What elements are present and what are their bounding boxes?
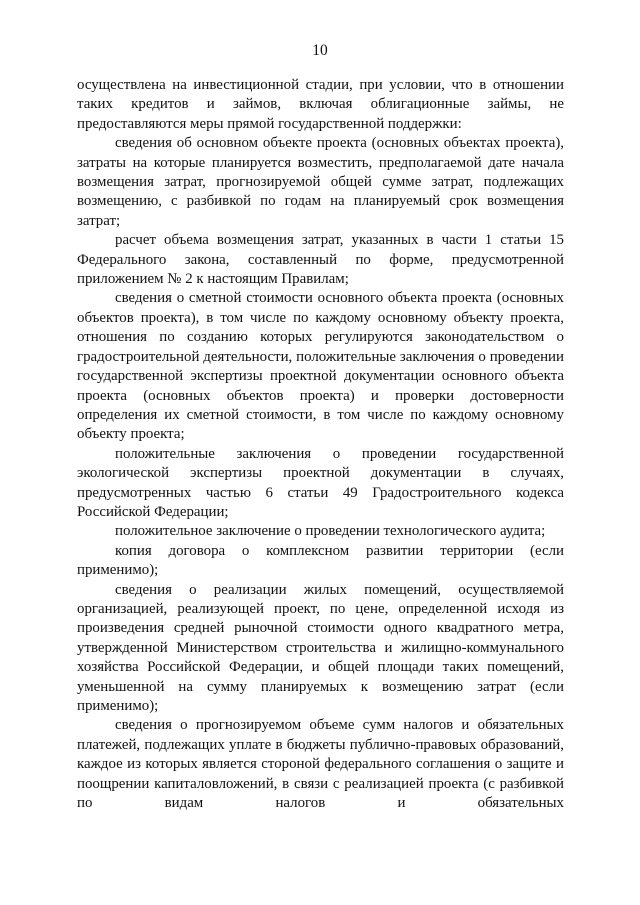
paragraph-territory-agreement: копия договора о комплексном развитии территории (если применимо); — [77, 542, 564, 579]
paragraph-continuation: осуществлена на инвестиционной стадии, при условии, что в отношении таких кредитов и займов, включая облигационные займы, не предоставляются меры прямой государственной поддержки: — [77, 77, 564, 132]
paragraph-technology-audit: положительное заключение о проведении технологического аудита; — [115, 523, 546, 540]
paragraph-estimated-cost: сведения о сметной стоимости основного объекта проекта (основных объектов проекта), в том числе по каждому основному объекту проекта, отношения по созданию которых регулируются законодательством о градостроительной деятельности, положительные заключения о проведении государственной экспертизы проектной документации основного объекта проекта (основных объектов проекта) и проверки достоверности определения их сметной стоимости, в том числе по каждому основному объекту проекта; — [77, 290, 564, 443]
document-body — [77, 76, 564, 813]
paragraph-housing-sales: сведения о реализации жилых помещений, осуществляемой организацией, реализующей проект, по цене, определенной исходя из произведения средней рыночной стоимости одного квадратного метра, утвержденной Министерством строительства и жилищно-коммунального хозяйства Российской Федерации, и общей площади таких помещений, уменьшенной на сумму планируемых к возмещению затрат (если применимо); — [77, 581, 564, 714]
page-number: 10 — [312, 42, 328, 59]
paragraph-ecological-expertise: положительные заключения о проведении государственной экологической экспертизы проектной документации в случаях, предусмотренных частью 6 статьи 49 Градостроительного кодекса Российской Федерации; — [77, 445, 564, 520]
paragraph-reimbursement-calculation: расчет объема возмещения затрат, указанных в части 1 статьи 15 Федерального закона, составленный по форме, предусмотренной приложением № 2 к настоящим Правилам; — [77, 232, 564, 288]
paragraph-tax-forecast: сведения о прогнозируемом объеме сумм налогов и обязательных платежей, подлежащих уплате в бюджеты публично-правовых образований, каждое из которых является стороной федерального соглашения о защите и поощрении капиталовложений, в связи с реализацией проекта (с разбивкой по видам налогов и обязательных — [77, 717, 564, 812]
paragraph-main-object-info: сведения об основном объекте проекта (основных объектах проекта), затраты на которые планируется возместить, предполагаемой дате начала возмещения затрат, прогнозируемой общей сумме затрат, подлежащих возмещению, с разбивкой по годам на планируемый срок возмещения затрат; — [77, 135, 564, 229]
